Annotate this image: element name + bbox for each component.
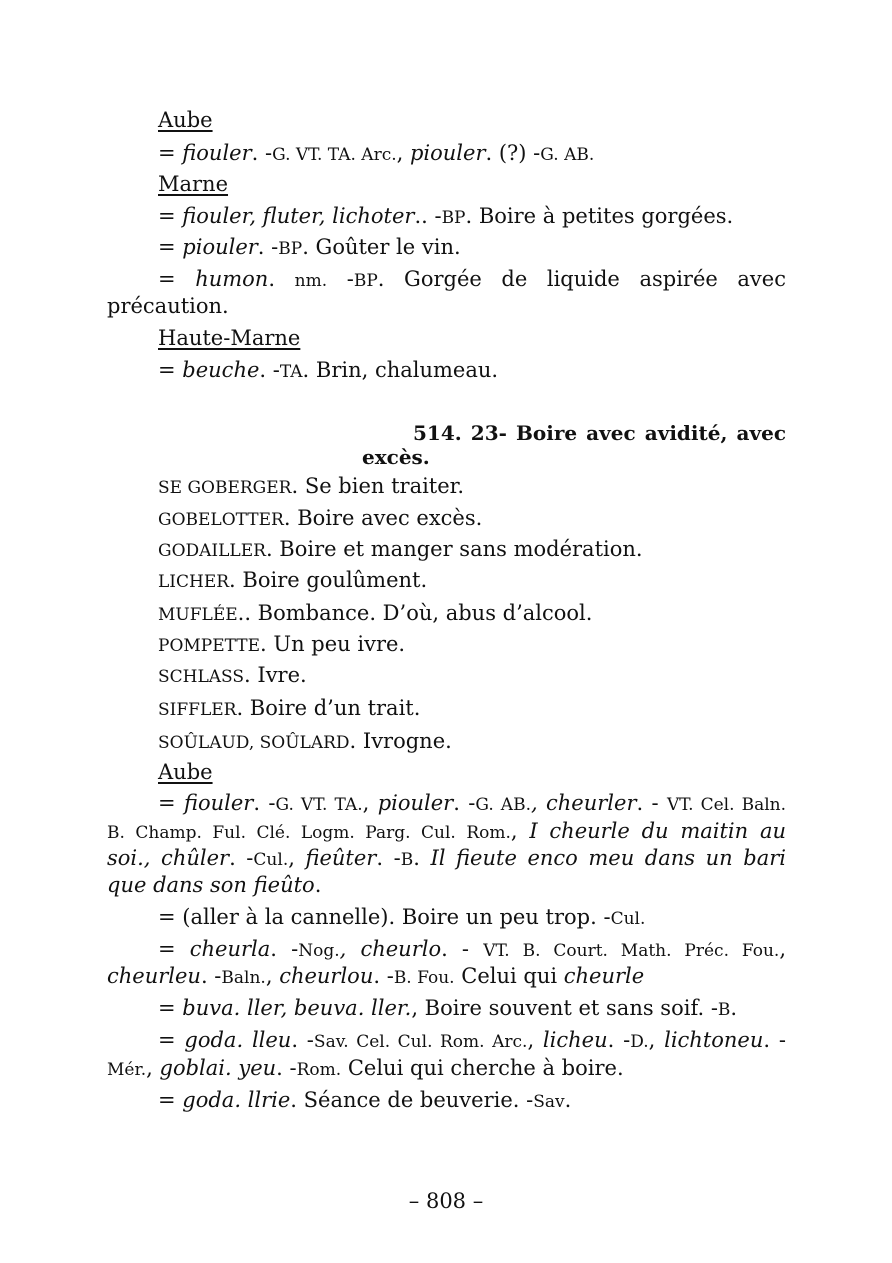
- page-number: – 808 –: [408, 1189, 484, 1213]
- entry-godailler: GODAILLER. Boire et manger sans modération.: [158, 537, 643, 561]
- aube2-p6: = goda. llrie. Séance de beuverie. -Sav.: [158, 1088, 572, 1112]
- entry-siffler: SIFFLER. Boire d’un trait.: [158, 696, 421, 720]
- entry-muflee: MUFLÉE.. Bombance. D’où, abus d’alcool.: [158, 601, 593, 625]
- haute-marne-line-1: = beuche. -TA. Brin, chalumeau.: [158, 358, 499, 382]
- aube2-p2: = (aller à la cannelle). Boire un peu trop. -Cul.: [158, 905, 646, 929]
- aube2-p4: = buva. ller, beuva. ller., Boire souvent et sans soif. -B.: [158, 996, 738, 1020]
- aube2-p5-line-1: = goda. lleu. -Sav. Cel. Cul. Rom. Arc., licheu. -D., lichtoneu. -: [158, 1028, 786, 1052]
- aube2-p5-line-2: Mér., goblai. yeu. -Rom. Celui qui cherche à boire.: [107, 1056, 624, 1080]
- section-heading: 514. 23- Boire avec avidité, avec: [413, 421, 786, 445]
- entry-gobelotter: GOBELOTTER. Boire avec excès.: [158, 506, 483, 530]
- marne-line-2: = piouler. -BP. Goûter le vin.: [158, 235, 461, 259]
- section-title-aube: Aube: [158, 108, 213, 132]
- section-title-marne: Marne: [158, 172, 229, 196]
- entry-licher: LICHER. Boire goulûment.: [158, 568, 428, 592]
- entry-se-goberger: SE GOBERGER. Se bien traiter.: [158, 474, 465, 498]
- marne-line-1: = fiouler, fluter, lichoter.. -BP. Boire à petites gorgées.: [158, 204, 734, 228]
- entry-soulaud: SOÛLAUD, SOÛLARD. Ivrogne.: [158, 729, 452, 753]
- aube2-p1-line-1: = fiouler. -G. VT. TA., piouler. -G. AB., cheurler. - VT. Cel. Baln.: [158, 791, 787, 815]
- marne-line-3-cont: précaution.: [107, 294, 229, 318]
- aube2-p3-line-2: cheurleu. -Baln., cheurlou. -B. Fou. Celui qui cheurle: [107, 964, 645, 988]
- section-title-haute-marne: Haute-Marne: [158, 326, 301, 350]
- section-title-aube-2: Aube: [158, 760, 213, 784]
- aube2-p1-line-2: B. Champ. Ful. Clé. Logm. Parg. Cul. Rom., I cheurle du maitin au: [107, 819, 786, 843]
- marne-line-3: = humon. nm. -BP. Gorgée de liquide aspirée avec: [158, 267, 786, 291]
- aube2-p1-line-3: soi., chûler. -Cul., fieûter. -B. Il fieute enco meu dans un bari: [107, 846, 786, 870]
- aube-line-1: = fiouler. -G. VT. TA. Arc., piouler. (?) -G. AB.: [158, 141, 595, 165]
- aube2-p1-line-4: que dans son fieûto.: [107, 873, 322, 897]
- entry-pompette: POMPETTE. Un peu ivre.: [158, 632, 406, 656]
- aube2-p3-line-1: = cheurla. -Nog., cheurlo. - VT. B. Court. Math. Préc. Fou.,: [158, 937, 786, 961]
- entry-schlass: SCHLASS. Ivre.: [158, 663, 307, 687]
- section-heading-cont: excès.: [362, 445, 430, 469]
